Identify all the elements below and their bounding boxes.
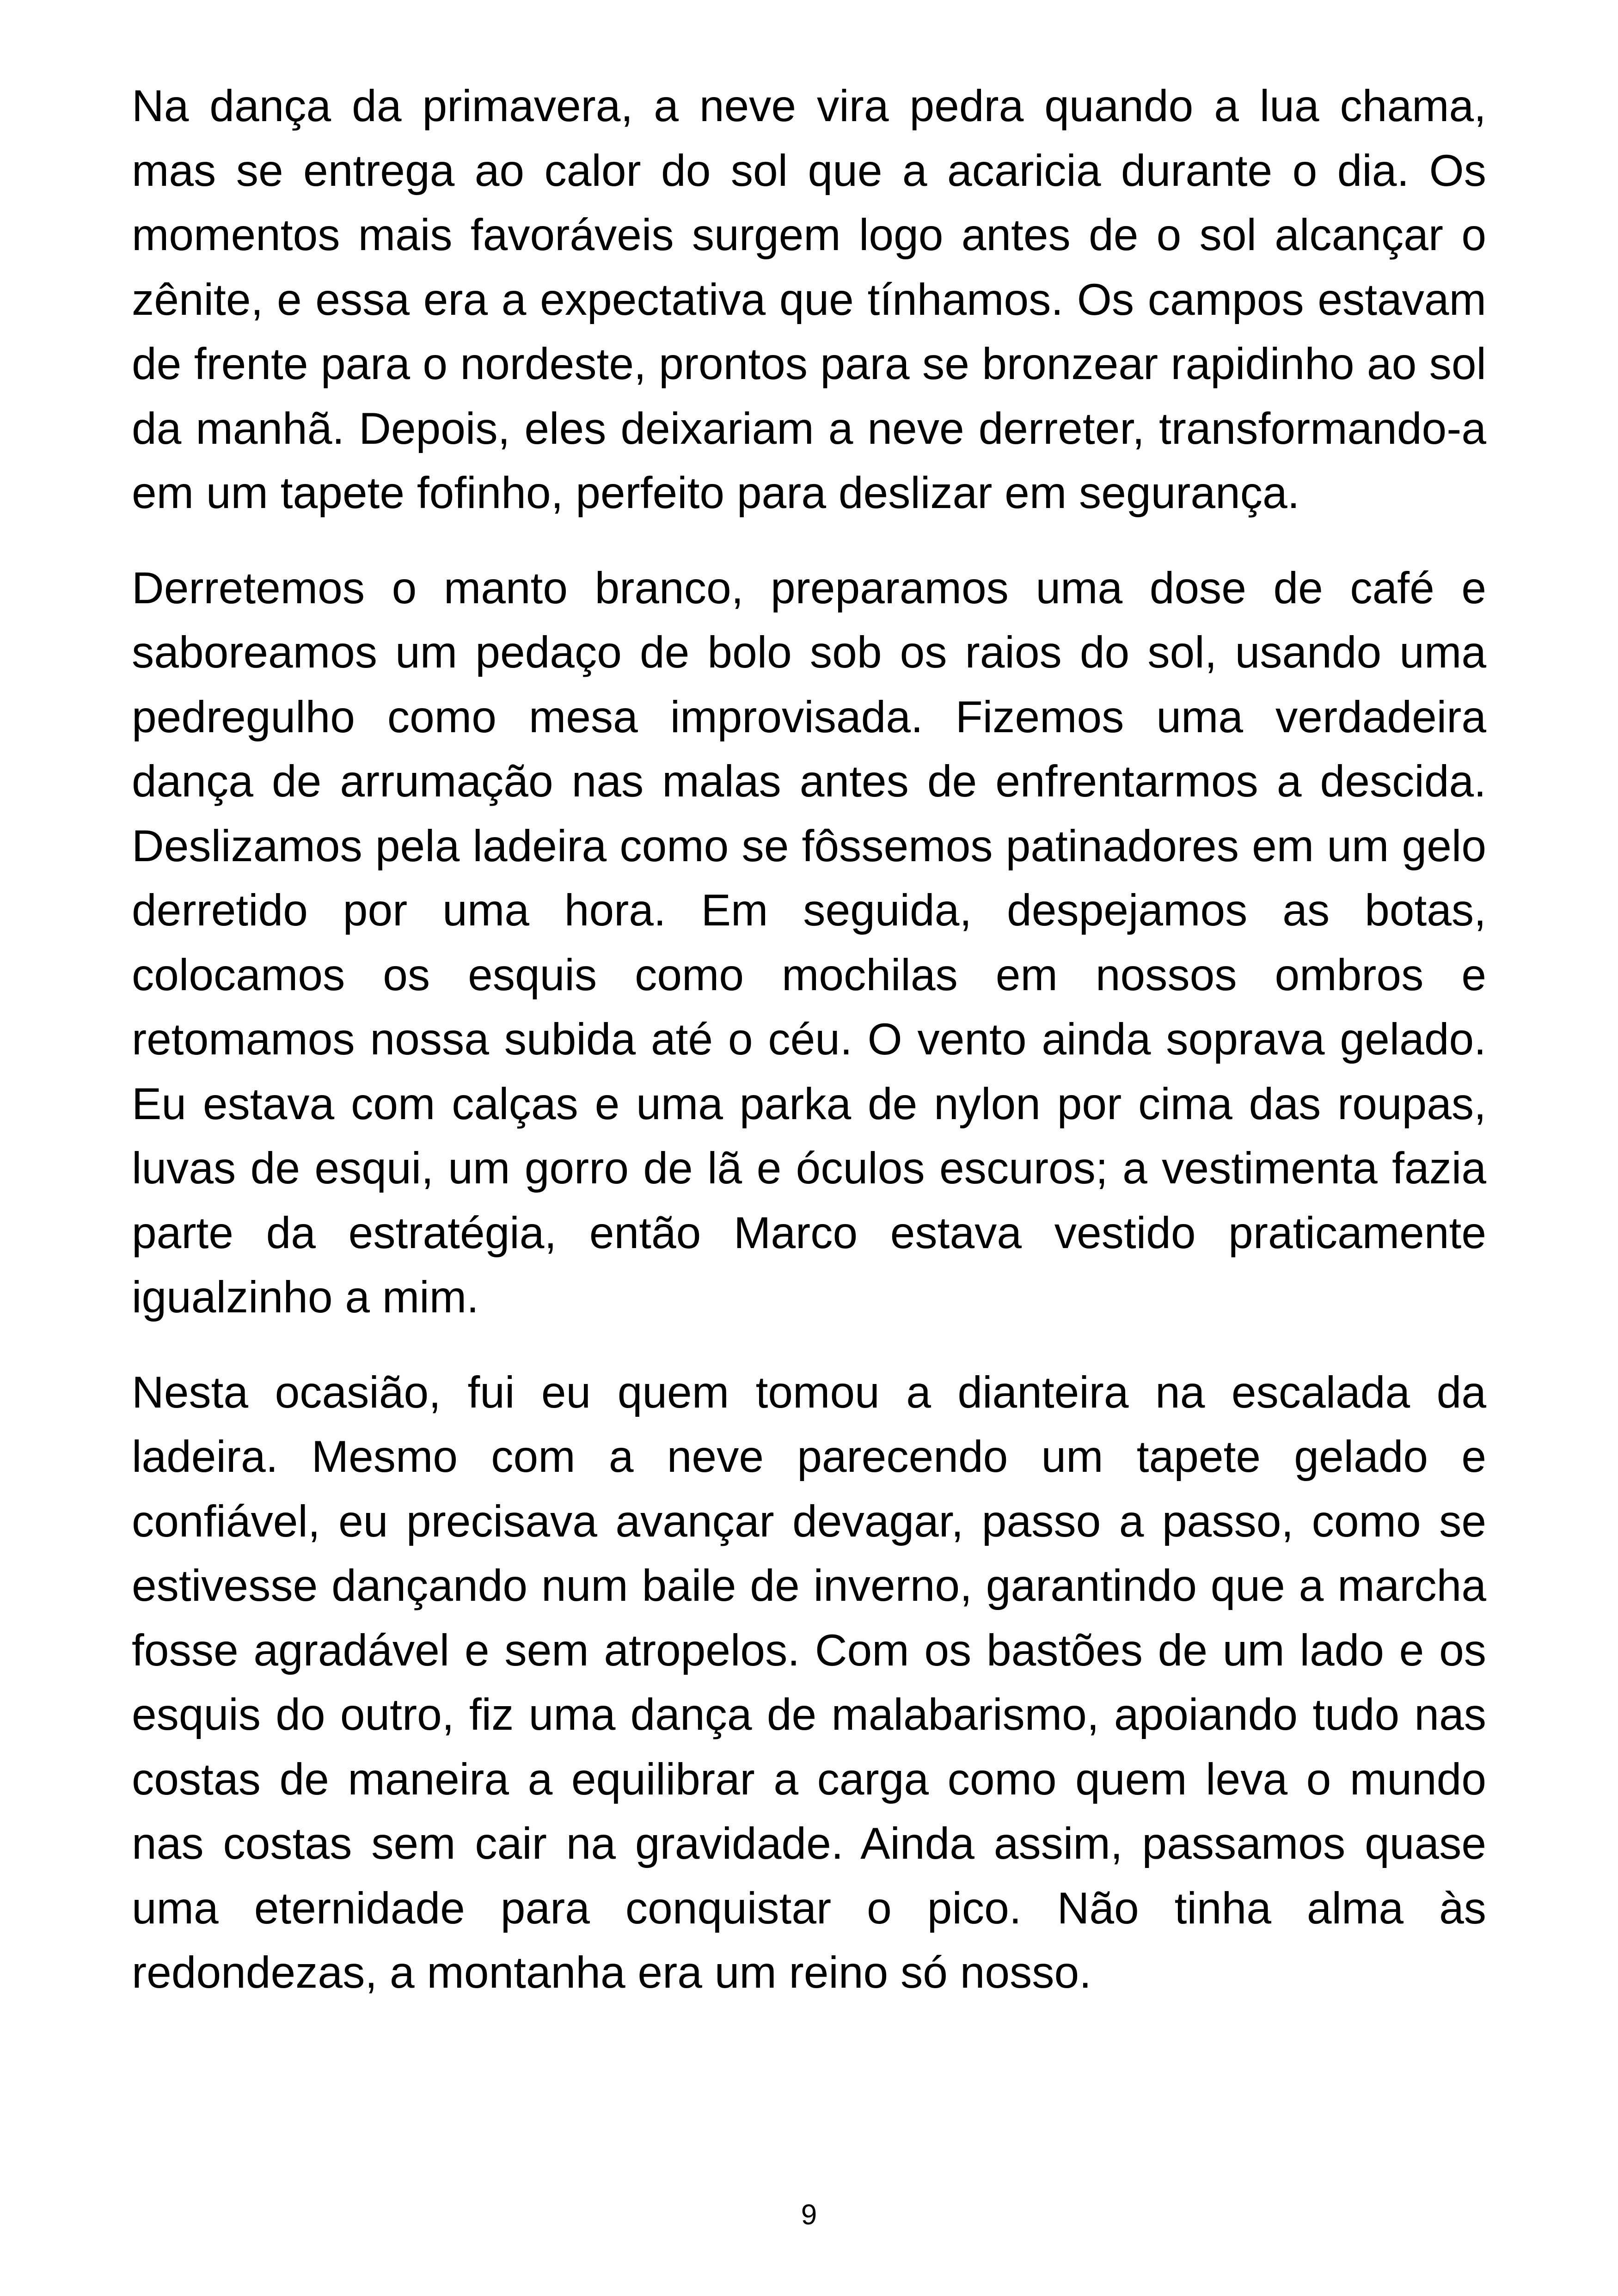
paragraph-2: Derretemos o manto branco, preparamos uma dose de café e saboreamos um pedaço de bolo sob os raios do sol, usando uma pedregulho como mesa improvisada. Fizemos uma verdadeira dança de arrumação nas malas antes de enfrentarmos a descida. Deslizamos pela ladeira como se fôssemos patinadores em um gelo derretido por uma hora. Em seguida, despejamos as botas, colocamos os esquis como mochilas em nossos ombros e retomamos nossa subida até o céu. O vento ainda soprava gelado. Eu estava com calças e uma parka de nylon por cima das roupas, luvas de esqui, um gorro de lã e óculos escuros; a vestimenta fazia parte da estratégia, então Marco estava vestido praticamente igualzinho a mim.	[132, 563, 1486, 1322]
page-number: 9	[801, 2199, 817, 2231]
paragraph-3: Nesta ocasião, fui eu quem tomou a dianteira na escalada da ladeira. Mesmo com a neve parecendo um tapete gelado e confiável, eu precisava avançar devagar, passo a passo, como se estivesse dançando num baile de inverno, garantindo que a marcha fosse agradável e sem atropelos. Com os bastões de um lado e os esquis do outro, fiz uma dança de malabarismo, apoiando tudo nas costas de maneira a equilibrar a carga como quem leva o mundo nas costas sem cair na gravidade. Ainda assim, passamos quase uma eternidade para conquistar o pico. Não tinha alma às redondezas, a montanha era um reino só nosso.	[132, 1367, 1486, 1997]
body-text	[132, 74, 1486, 2005]
paragraph-1: Na dança da primavera, a neve vira pedra quando a lua chama, mas se entrega ao calor do sol que a acaricia durante o dia. Os momentos mais favoráveis surgem logo antes de o sol alcançar o zênite, e essa era a expectativa que tínhamos. Os campos estavam de frente para o nordeste, prontos para se bronzear rapidinho ao sol da manhã. Depois, eles deixariam a neve derreter, transformando-a em um tapete fofinho, perfeito para deslizar em segurança.	[132, 81, 1486, 518]
